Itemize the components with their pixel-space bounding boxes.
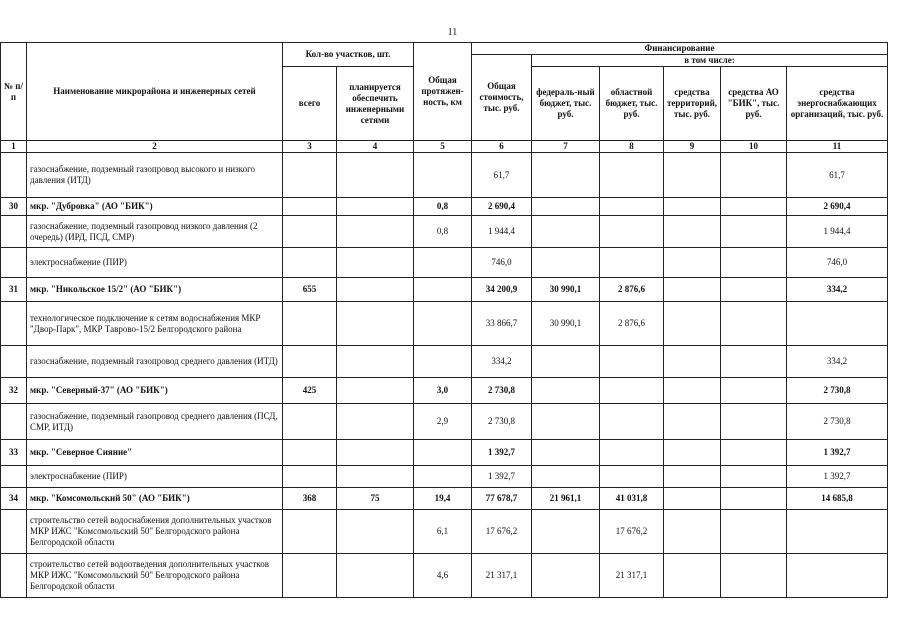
table-row-district <box>1 440 888 466</box>
territory-funds <box>664 466 721 488</box>
row-name: электроснабжение (ПИР) <box>27 248 283 278</box>
length-km: 0,8 <box>414 198 472 216</box>
territory-funds <box>664 198 721 216</box>
territory-funds <box>664 216 721 248</box>
plots-planned <box>337 278 414 302</box>
total-cost: 334,2 <box>472 346 532 378</box>
row-number: 32 <box>1 378 27 404</box>
plots-total <box>283 248 337 278</box>
row-name: мкр. "Дубровка" (АО "БИК") <box>27 198 283 216</box>
federal-budget <box>532 404 600 440</box>
row-name: электроснабжение (ПИР) <box>27 466 283 488</box>
plots-total <box>283 440 337 466</box>
bik-funds <box>721 302 787 346</box>
row-name: мкр. "Северный-37" (АО "БИК") <box>27 378 283 404</box>
federal-budget <box>532 466 600 488</box>
plots-planned <box>337 346 414 378</box>
federal-budget <box>532 346 600 378</box>
length-km <box>414 153 472 198</box>
plots-planned <box>337 153 414 198</box>
column-number: 9 <box>664 141 721 153</box>
length-km <box>414 278 472 302</box>
bik-funds <box>721 153 787 198</box>
header-plots-planned: планируется обеспечить инженерными сетями <box>337 67 414 141</box>
header-energy: средства энергоснабжающих организаций, тыс. руб. <box>787 67 888 141</box>
total-cost: 61,7 <box>472 153 532 198</box>
row-name: строительство сетей водоснабжения дополнительных участков МКР ИЖС "Комсомольский 50" Белгородского района Белгородской области <box>27 510 283 554</box>
energy-funds <box>787 302 888 346</box>
plots-planned <box>337 216 414 248</box>
energy-funds: 1 392,7 <box>787 466 888 488</box>
bik-funds <box>721 488 787 510</box>
plots-total <box>283 346 337 378</box>
column-number: 8 <box>600 141 664 153</box>
regional-budget <box>600 153 664 198</box>
plots-total: 425 <box>283 378 337 404</box>
column-number: 1 <box>1 141 27 153</box>
table-row-network <box>1 346 888 378</box>
row-number <box>1 510 27 554</box>
length-km: 4,6 <box>414 554 472 598</box>
table-row-district <box>1 378 888 404</box>
bik-funds <box>721 248 787 278</box>
regional-budget <box>600 440 664 466</box>
federal-budget <box>532 248 600 278</box>
financing-table <box>0 42 888 598</box>
regional-budget <box>600 466 664 488</box>
bik-funds <box>721 216 787 248</box>
plots-planned <box>337 378 414 404</box>
federal-budget: 21 961,1 <box>532 488 600 510</box>
plots-planned <box>337 510 414 554</box>
bik-funds <box>721 278 787 302</box>
federal-budget: 30 990,1 <box>532 302 600 346</box>
energy-funds: 2 730,8 <box>787 404 888 440</box>
federal-budget <box>532 554 600 598</box>
header-cost: Общая стоимость, тыс. руб. <box>472 55 532 141</box>
regional-budget: 41 031,8 <box>600 488 664 510</box>
row-number: 34 <box>1 488 27 510</box>
energy-funds: 2 690,4 <box>787 198 888 216</box>
header-territory: средства территорий, тыс. руб. <box>664 67 721 141</box>
row-name: газоснабжение, подземный газопровод среднего давления (ИТД) <box>27 346 283 378</box>
bik-funds <box>721 198 787 216</box>
plots-planned <box>337 466 414 488</box>
row-number: 33 <box>1 440 27 466</box>
territory-funds <box>664 153 721 198</box>
row-name: газоснабжение, подземный газопровод низкого давления (2 очередь) (ИРД, ПСД, СМР) <box>27 216 283 248</box>
federal-budget <box>532 510 600 554</box>
total-cost: 34 200,9 <box>472 278 532 302</box>
column-number: 5 <box>414 141 472 153</box>
table-row-network <box>1 466 888 488</box>
total-cost: 17 676,2 <box>472 510 532 554</box>
plots-total <box>283 404 337 440</box>
length-km <box>414 466 472 488</box>
bik-funds <box>721 554 787 598</box>
federal-budget <box>532 198 600 216</box>
length-km: 2,9 <box>414 404 472 440</box>
total-cost: 1 944,4 <box>472 216 532 248</box>
row-number <box>1 346 27 378</box>
plots-total: 655 <box>283 278 337 302</box>
row-name: газоснабжение, подземный газопровод высокого и низкого давления (ИТД) <box>27 153 283 198</box>
total-cost: 2 730,8 <box>472 378 532 404</box>
column-number: 6 <box>472 141 532 153</box>
territory-funds <box>664 346 721 378</box>
territory-funds <box>664 278 721 302</box>
energy-funds: 1 392,7 <box>787 440 888 466</box>
energy-funds <box>787 510 888 554</box>
table-row-district <box>1 278 888 302</box>
row-name: мкр. "Комсомольский 50" (АО "БИК") <box>27 488 283 510</box>
column-number: 11 <box>787 141 888 153</box>
regional-budget: 2 876,6 <box>600 278 664 302</box>
header-plots-total: всего <box>283 67 337 141</box>
header-name: Наименование микрорайона и инженерных сетей <box>27 43 283 141</box>
energy-funds: 2 730,8 <box>787 378 888 404</box>
row-number <box>1 248 27 278</box>
row-name: мкр. "Никольское 15/2" (АО "БИК") <box>27 278 283 302</box>
total-cost: 2 690,4 <box>472 198 532 216</box>
row-name: мкр. "Северное Сияние" <box>27 440 283 466</box>
plots-total <box>283 302 337 346</box>
plots-planned <box>337 440 414 466</box>
length-km: 0,8 <box>414 216 472 248</box>
plots-planned <box>337 248 414 278</box>
regional-budget: 21 317,1 <box>600 554 664 598</box>
row-number: 31 <box>1 278 27 302</box>
row-number: 30 <box>1 198 27 216</box>
plots-planned <box>337 404 414 440</box>
energy-funds: 334,2 <box>787 278 888 302</box>
column-number: 3 <box>283 141 337 153</box>
federal-budget <box>532 216 600 248</box>
column-number: 7 <box>532 141 600 153</box>
header-bik: средства АО "БИК", тыс. руб. <box>721 67 787 141</box>
regional-budget <box>600 378 664 404</box>
table-row-network <box>1 510 888 554</box>
table-row-network <box>1 248 888 278</box>
column-number-row <box>1 141 888 153</box>
territory-funds <box>664 554 721 598</box>
energy-funds: 1 944,4 <box>787 216 888 248</box>
header-incl: в том числе: <box>532 55 888 67</box>
header-plots: Кол-во участков, шт. <box>283 43 414 67</box>
total-cost: 2 730,8 <box>472 404 532 440</box>
federal-budget <box>532 378 600 404</box>
bik-funds <box>721 404 787 440</box>
regional-budget <box>600 198 664 216</box>
bik-funds <box>721 440 787 466</box>
length-km: 6,1 <box>414 510 472 554</box>
regional-budget: 17 676,2 <box>600 510 664 554</box>
plots-total <box>283 466 337 488</box>
length-km: 19,4 <box>414 488 472 510</box>
total-cost: 77 678,7 <box>472 488 532 510</box>
territory-funds <box>664 404 721 440</box>
regional-budget: 2 876,6 <box>600 302 664 346</box>
plots-total <box>283 510 337 554</box>
plots-planned: 75 <box>337 488 414 510</box>
total-cost: 21 317,1 <box>472 554 532 598</box>
energy-funds: 334,2 <box>787 346 888 378</box>
total-cost: 1 392,7 <box>472 440 532 466</box>
regional-budget <box>600 216 664 248</box>
bik-funds <box>721 346 787 378</box>
plots-total <box>283 153 337 198</box>
table-row-network <box>1 404 888 440</box>
plots-planned <box>337 302 414 346</box>
row-name: газоснабжение, подземный газопровод среднего давления (ПСД, СМР, ИТД) <box>27 404 283 440</box>
territory-funds <box>664 302 721 346</box>
table-row-district <box>1 198 888 216</box>
row-number <box>1 466 27 488</box>
row-number <box>1 302 27 346</box>
territory-funds <box>664 248 721 278</box>
header-financing: Финансирование <box>472 43 888 55</box>
row-number <box>1 216 27 248</box>
table-row-network <box>1 554 888 598</box>
header-regional: областной бюджет, тыс. руб. <box>600 67 664 141</box>
bik-funds <box>721 378 787 404</box>
regional-budget <box>600 346 664 378</box>
plots-planned <box>337 554 414 598</box>
length-km <box>414 440 472 466</box>
energy-funds: 14 685,8 <box>787 488 888 510</box>
total-cost: 1 392,7 <box>472 466 532 488</box>
regional-budget <box>600 404 664 440</box>
length-km <box>414 302 472 346</box>
federal-budget: 30 990,1 <box>532 278 600 302</box>
plots-planned <box>337 198 414 216</box>
plots-total <box>283 554 337 598</box>
federal-budget <box>532 440 600 466</box>
table-row-network <box>1 153 888 198</box>
header-length: Общая протяжен-ность, км <box>414 43 472 141</box>
federal-budget <box>532 153 600 198</box>
column-number: 10 <box>721 141 787 153</box>
plots-total: 368 <box>283 488 337 510</box>
row-name: технологическое подключение к сетям водоснабжения МКР "Двор-Парк", МКР Таврово-15/2 Белгородского района <box>27 302 283 346</box>
length-km <box>414 248 472 278</box>
plots-total <box>283 198 337 216</box>
energy-funds: 61,7 <box>787 153 888 198</box>
table-row-network <box>1 302 888 346</box>
total-cost: 33 866,7 <box>472 302 532 346</box>
bik-funds <box>721 466 787 488</box>
regional-budget <box>600 248 664 278</box>
header-federal: федераль-ный бюджет, тыс. руб. <box>532 67 600 141</box>
row-number <box>1 153 27 198</box>
energy-funds <box>787 554 888 598</box>
table-row-district <box>1 488 888 510</box>
length-km <box>414 346 472 378</box>
territory-funds <box>664 510 721 554</box>
length-km: 3,0 <box>414 378 472 404</box>
territory-funds <box>664 488 721 510</box>
page-number: 11 <box>447 27 458 38</box>
territory-funds <box>664 440 721 466</box>
row-number <box>1 404 27 440</box>
row-number <box>1 554 27 598</box>
column-number: 4 <box>337 141 414 153</box>
bik-funds <box>721 510 787 554</box>
energy-funds: 746,0 <box>787 248 888 278</box>
row-name: строительство сетей водоотведения дополнительных участков МКР ИЖС "Комсомольский 50" Белгородского района Белгородской области <box>27 554 283 598</box>
table-row-network <box>1 216 888 248</box>
header-num: № п/п <box>1 43 27 141</box>
plots-total <box>283 216 337 248</box>
column-number: 2 <box>27 141 283 153</box>
territory-funds <box>664 378 721 404</box>
total-cost: 746,0 <box>472 248 532 278</box>
